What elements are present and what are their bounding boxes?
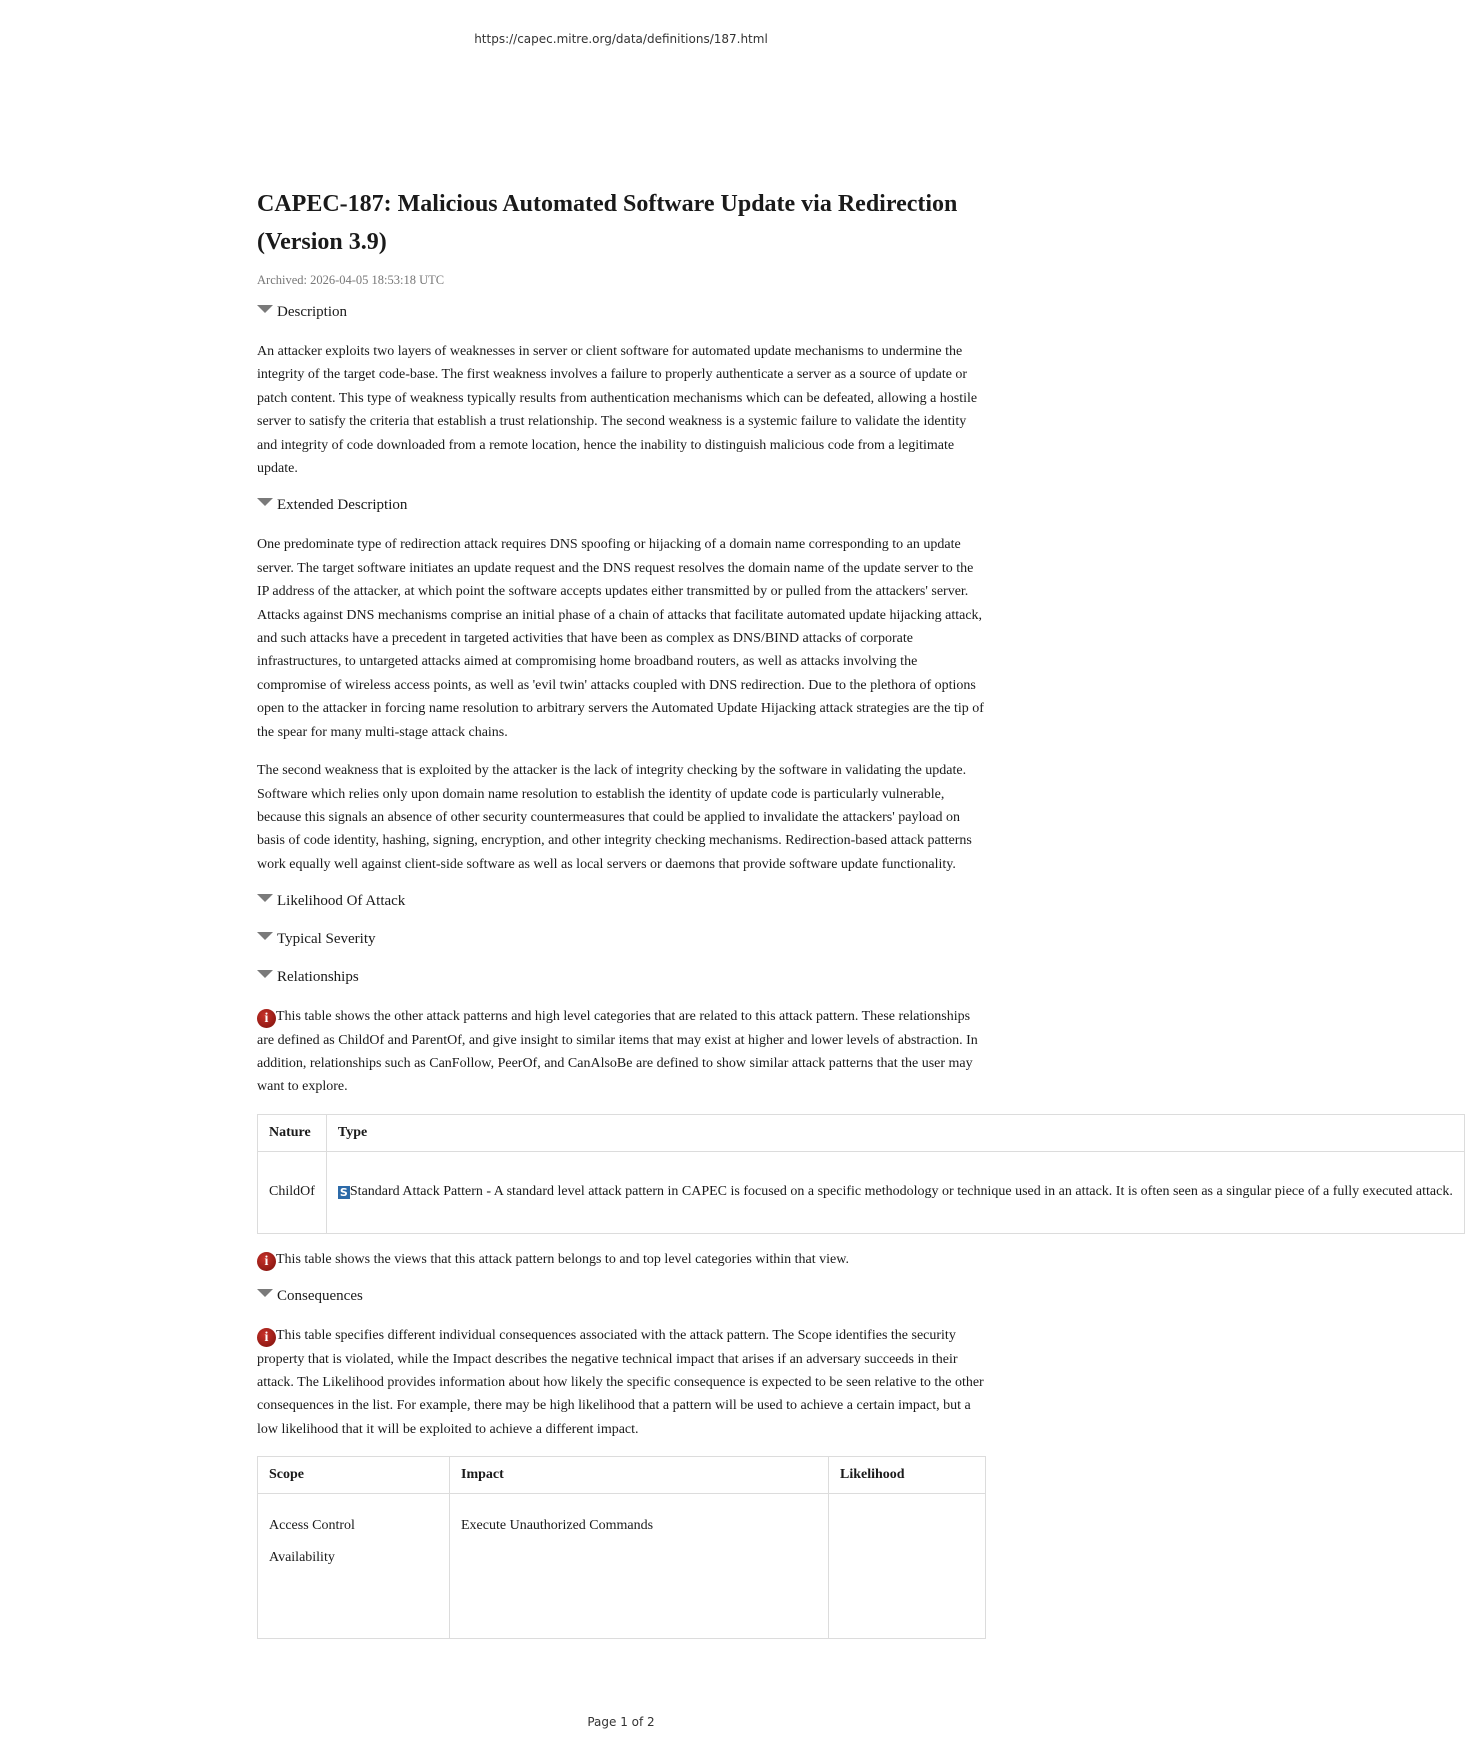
archived-timestamp: Archived: 2026-04-05 18:53:18 UTC bbox=[257, 273, 445, 287]
section-heading: Relationships bbox=[277, 968, 359, 985]
column-header-type: Type bbox=[326, 1114, 1464, 1151]
relationships-table-container bbox=[257, 1114, 1453, 1234]
page-number: Page 1 of 2 bbox=[587, 1715, 655, 1729]
section-toggle-extended-description[interactable] bbox=[257, 495, 987, 515]
relationships-info-text: This table shows the other attack patterns and high level categories that are related to this attack pattern. These relationships are defined as ChildOf and ParentOf, and give insight to similar items that may exist at higher and lower levels of abstraction. In addition, relationships such as CanFollow, PeerOf, and CanAlsoBe are defined to show similar attack patterns that the user may want to explore. bbox=[257, 1009, 978, 1095]
caret-down-icon bbox=[257, 305, 273, 313]
views-info-text: This table shows the views that this attack pattern belongs to and top level categories within that view. bbox=[276, 1251, 849, 1267]
column-header-nature: Nature bbox=[258, 1114, 327, 1151]
section-heading: Description bbox=[277, 303, 347, 320]
caret-down-icon bbox=[257, 970, 273, 978]
section-toggle-severity[interactable] bbox=[257, 929, 987, 949]
description-text: An attacker exploits two layers of weaknesses in server or client software for automated update mechanisms to undermine the integrity of the target code-base. The first weakness involves a failure to properly authenticate a server as a source of update or patch content. This type of weakness typically results from authentication mechanisms which can be defeated, allowing a hostile server to satisfy the criteria that establish a trust relationship. The second weakness is a systemic failure to validate the identity and integrity of code downloaded from a remote location, hence the inability to distinguish malicious code from a legitimate update. bbox=[257, 344, 978, 477]
views-info bbox=[257, 1248, 987, 1271]
section-heading: Typical Severity bbox=[277, 930, 376, 947]
cell-scope bbox=[258, 1494, 450, 1639]
table-header-row bbox=[258, 1457, 986, 1494]
section-heading: Consequences bbox=[277, 1287, 363, 1304]
consequences-table bbox=[257, 1456, 986, 1639]
table-header-row bbox=[258, 1114, 1465, 1151]
extended-description-p1: One predominate type of redirection attack requires DNS spoofing or hijacking of a domain name corresponding to an update server. The target software initiates an update request and the DNS request resolves the domain name of the update server to the IP address of the attacker, at which point the software accepts updates either transmitted by or pulled from the attackers' server. Attacks against DNS mechanisms comprise an initial phase of a chain of attacks that facilitate automated update hijacking attack, and such attacks have a precedent in targeted activities that have been as complex as DNS/BIND attacks of corporate infrastructures, to untargeted attacks aimed at compromising home broadband routers, as well as attacks involving the compromise of wireless access points, as well as 'evil twin' attacks coupled with DNS redirection. Due to the plethora of options open to the attacker in forcing name resolution to arbitrary servers the Automated Update Hijacking attack strategies are the tip of the spear for many multi-stage attack chains. bbox=[257, 537, 984, 740]
consequences-info-text: This table specifies different individual consequences associated with the attack pattern. The Scope identifies the security property that is violated, while the Impact describes the negative technical impact that arises if an adversary succeeds in their attack. The Likelihood provides information about how likely the specific consequence is expected to be seen relative to the other consequences in the list. For example, there may be high likelihood that a pattern will be used to achieve a certain impact, but a low likelihood that it will be exploited to achieve a different impact. bbox=[257, 1328, 984, 1437]
section-heading: Extended Description bbox=[277, 496, 408, 513]
scope-item: Access Control bbox=[269, 1518, 355, 1534]
column-header-scope: Scope bbox=[258, 1457, 450, 1494]
cell-impact: Execute Unauthorized Commands bbox=[450, 1494, 829, 1639]
column-header-likelihood: Likelihood bbox=[829, 1457, 986, 1494]
section-toggle-description[interactable] bbox=[257, 302, 987, 322]
section-heading: Likelihood Of Attack bbox=[277, 892, 406, 909]
cell-likelihood bbox=[829, 1494, 986, 1639]
caret-down-icon bbox=[257, 932, 273, 940]
relationships-table bbox=[257, 1114, 1465, 1234]
standard-pattern-icon: S bbox=[338, 1186, 350, 1199]
section-toggle-consequences[interactable] bbox=[257, 1286, 987, 1306]
caret-down-icon bbox=[257, 498, 273, 506]
info-icon: i bbox=[257, 1009, 276, 1028]
consequences-info bbox=[257, 1324, 987, 1441]
cell-nature: ChildOf bbox=[258, 1151, 327, 1233]
cell-type-text: Standard Attack Pattern - A standard level attack pattern in CAPEC is focused on a specific methodology or technique used in an attack. It is often seen as a singular piece of a fully executed attack. bbox=[349, 1184, 1453, 1200]
column-header-impact: Impact bbox=[450, 1457, 829, 1494]
consequences-table-container bbox=[257, 1456, 987, 1596]
page-url: https://capec.mitre.org/data/definitions/187.html bbox=[474, 32, 768, 46]
scope-item: Availability bbox=[269, 1550, 335, 1566]
section-toggle-likelihood[interactable] bbox=[257, 891, 987, 911]
table-row bbox=[258, 1151, 1465, 1233]
page-title: CAPEC-187: Malicious Automated Software Update via Redirection (Version 3.9) bbox=[257, 191, 958, 255]
table-row bbox=[258, 1494, 986, 1639]
section-toggle-relationships[interactable] bbox=[257, 967, 987, 987]
extended-description-p2: The second weakness that is exploited by the attacker is the lack of integrity checking by the software in validating the update. Software which relies only upon domain name resolution to establish the identity of update code is particularly vulnerable, because this signals an absence of other security countermeasures that could be applied to invalidate the attackers' payload on basis of code identity, hashing, signing, encryption, and other integrity checking mechanisms. Redirection-based attack patterns work equally well against client-side software as well as local servers or daemons that provide software update functionality. bbox=[257, 763, 972, 872]
caret-down-icon bbox=[257, 894, 273, 902]
caret-down-icon bbox=[257, 1289, 273, 1297]
relationships-info bbox=[257, 1005, 987, 1099]
cell-type bbox=[326, 1151, 1464, 1233]
info-icon: i bbox=[257, 1252, 276, 1271]
article bbox=[257, 185, 1453, 1610]
info-icon: i bbox=[257, 1328, 276, 1347]
